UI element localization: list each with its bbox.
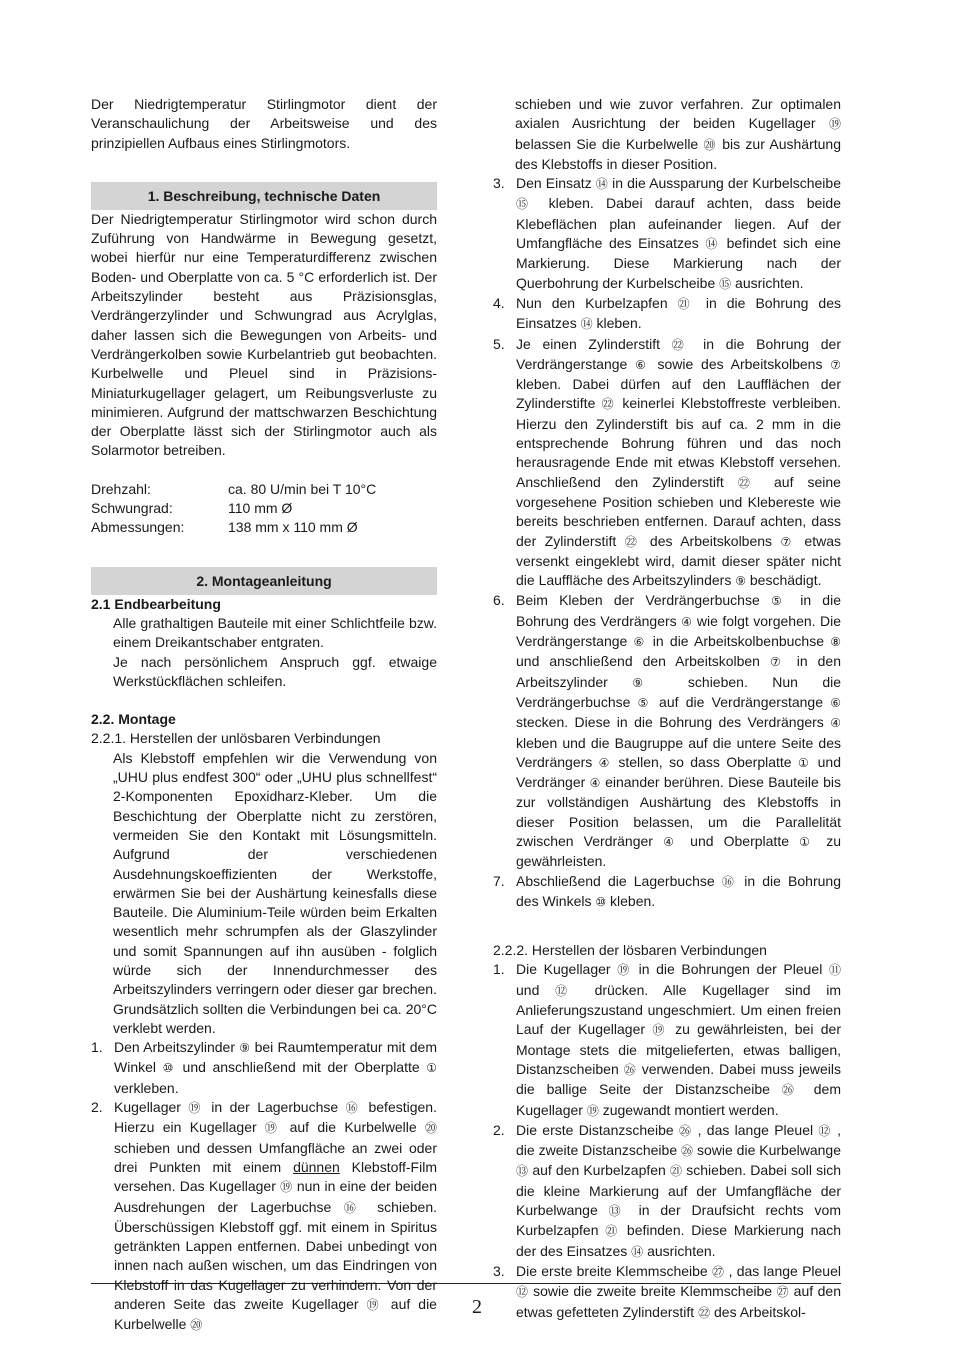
list-number: 5.: [493, 335, 505, 352]
spec-value: ca. 80 U/min bei T 10°C: [228, 480, 377, 497]
section-2-heading: 2. Montageanleitung: [91, 567, 437, 595]
spec-row: [91, 518, 437, 537]
assembly-steps-right: [493, 174, 841, 912]
part-16-marker: ⑯: [721, 874, 738, 889]
part-1-marker: ①: [426, 1061, 437, 1076]
left-column: [91, 95, 437, 1336]
spec-table: [91, 480, 437, 538]
list-item: [91, 1038, 437, 1098]
list-text: Die erste breite Klemmscheibe ㉗ , das lange Pleuel ⑫ sowie die zweite breite Klemmscheibe ㉗ auf den etwas gefetteten Zylinderstift ㉒ des Arbeitskol-: [516, 1262, 841, 1320]
part-13-marker: ⑬: [516, 1164, 529, 1179]
spec-label: Abmessungen:: [91, 519, 185, 536]
part-14-marker: ⑭: [631, 1244, 644, 1259]
part-19-marker: ⑲: [586, 1103, 599, 1118]
part-26-marker: ㉖: [781, 1083, 802, 1098]
footer-rule: [91, 1283, 841, 1284]
part-26-marker: ㉖: [623, 1062, 637, 1077]
part-27-marker: ㉗: [711, 1264, 725, 1279]
part-20-marker: ⑳: [424, 1121, 437, 1136]
part-6-marker: ⑥: [633, 635, 647, 650]
subsection-2-2-2-title: 2.2.2. Herstellen der lösbaren Verbindungen: [493, 942, 767, 959]
part-11-marker: ⑪: [828, 963, 841, 978]
part-4-marker: ④: [830, 716, 841, 731]
list-text: Kugellager ⑲ in der Lagerbuchse ⑯ befestigen. Hierzu ein Kugellager ⑲ auf die Kurbelwelle ⑳ schieben und dessen Umfangfläche an zwei oder drei Punkten mit einem dünnen Klebstoff-Film versehen. Das Kugellager ⑲ nun in eine der beiden Ausdrehungen der Lagerbuchse ⑯ schieben. Überschüssigen Klebstoff ggf. mit einem in Spiritus getränkten Lappen entfernen. Dabei unbedingt von innen nach außen wischen, um das Eindringen von Klebstoff in das Kugellager zu verhindern. Von der anderen Seite das zweite Kugellager ⑲ auf die Kurbelwelle ⑳: [114, 1099, 437, 1333]
part-4-marker: ④: [589, 776, 601, 791]
part-26-marker: ㉖: [678, 1123, 693, 1138]
subsection-2-1-text-2: Je nach persönlichem Anspruch ggf. etwaige Werkstückflächen schleifen.: [113, 653, 437, 689]
part-9-marker: ⑨: [632, 675, 664, 690]
list-number: 1.: [91, 1039, 103, 1056]
part-8-marker: ⑧: [830, 635, 841, 650]
part-27-marker: ㉗: [776, 1285, 790, 1300]
part-7-marker: ⑦: [830, 357, 841, 372]
part-22-marker: ㉒: [671, 337, 692, 352]
section-1-heading: 1. Beschreibung, technische Daten: [91, 182, 437, 210]
part-1-marker: ①: [797, 755, 812, 770]
list-number: 3.: [493, 1262, 505, 1279]
part-14-marker: ⑭: [580, 317, 593, 332]
part-4-marker: ④: [598, 755, 612, 770]
subsection-2-1-text-1: Alle grathaltigen Bauteile mit einer Schlichtfeile bzw. einem Dreikantschaber entgraten.: [113, 614, 437, 651]
section-1-body: Der Niedrigtemperatur Stirlingmotor wird schon durch Zuführung von Handwärme in Bewegung gesetzt, wobei hierfür nur eine Temperaturdifferenz zwischen Boden- und Oberplatte von ca. 5 °C erforderlich ist. Der Arbeitszylinder besteht aus Präzisionsglas, Verdrängerzylinder und Schwungrad aus Acrylglas, daher lassen sich die Bewegungen von Arbeits- und Verdrängerkolben sowie Kurbelantrieb gut beobachten. Kurbelwelle und Pleuel sind in Präzisions-Miniaturkugellager gelagert, um Reibungsverluste zu minimieren. Aufgrund der mattschwarzen Beschichtung der Oberplatte lässt sich der Stirlingmotor auch als Solarmotor betreiben.: [91, 210, 437, 459]
part-9-marker: ⑨: [239, 1041, 251, 1056]
list-text: Abschließend die Lagerbuchse ⑯ in die Bohrung des Winkels ⑩ kleben.: [516, 872, 841, 909]
part-19-marker: ⑲: [652, 1023, 668, 1038]
list-text: Nun den Kurbelzapfen ㉑ in die Bohrung des Einsatzes ⑭ kleben.: [516, 294, 841, 332]
right-column: [493, 95, 841, 1323]
part-5-marker: ⑤: [637, 695, 652, 710]
part-6-marker: ⑥: [830, 695, 841, 710]
subsection-2-2-1-body: Als Klebstoff empfehlen wir die Verwendung von „UHU plus endfest 300“ oder „UHU plus schnellfest“ 2-Komponenten Epoxidharz-Kleber. Um die Beschichtung der Oberplatte nicht zu zerstören, vermeiden Sie den Kontakt mit Lösungsmitteln. Aufgrund der verschiedenen Ausdehnungskoeffizienten der Werkstoffe, erwärmen Sie bei der Aushärtung keinesfalls diese Bauteile. Die Aluminium-Teile würden beim Erkalten wesentlich mehr schrumpfen als der Glaszylinder und somit Spannungen auf ihn ausüben - folglich würde sich der Innendurchmesser des Arbeitszylinders verringern oder dieser gar brechen. Grundsätzlich sollten die Verbindungen bei ca. 20°C verklebt werden.: [113, 749, 437, 1036]
list-text: Den Einsatz ⑭ in die Aussparung der Kurbelscheibe ⑮ kleben. Dabei darauf achten, dass beide Klebeflächen plan aufeinander liegen. Auf der Umfangfläche des Einsatzes ⑭ befindet sich eine Markierung. Diese Markierung nach der Querbohrung der Kurbelscheibe ⑮ ausrichten.: [516, 175, 841, 291]
part-7-marker: ⑦: [769, 655, 787, 670]
spec-label: Drehzahl:: [91, 480, 151, 497]
list-item: [493, 1121, 841, 1262]
list-number: 2.: [493, 1121, 505, 1138]
page-number: 2: [472, 1296, 482, 1318]
part-21-marker: ㉑: [677, 296, 696, 311]
part-19-marker: ⑲: [617, 963, 632, 978]
spec-value: 110 mm Ø: [228, 500, 293, 517]
part-22-marker: ㉒: [698, 1305, 711, 1320]
list-text: Die erste Distanzscheibe ㉖ , das lange Pleuel ⑫ , die zweite Distanzscheibe ㉖ sowie die Kurbelwange ⑬ auf den Kurbelzapfen ㉑ schieben. Dabei soll sich die kleine Markierung auf der Umfangfläche der Kurbelwange ⑬ in der Draufsicht rechts vom Kurbelzapfen ㉑ befinden. Diese Markierung nach der des Einsatzes ⑭ ausrichten.: [516, 1121, 841, 1259]
part-15-marker: ⑮: [719, 276, 732, 291]
part-19-marker: ⑲: [188, 1101, 204, 1116]
part-10-marker: ⑩: [162, 1061, 176, 1076]
list-item: [493, 960, 841, 1120]
part-19-marker: ⑲: [366, 1298, 383, 1313]
part-4-marker: ④: [681, 614, 693, 629]
part-20-marker: ⑳: [703, 137, 717, 152]
part-12-marker: ⑫: [818, 1123, 832, 1138]
part-26-marker: ㉖: [681, 1144, 694, 1159]
part-14-marker: ⑭: [705, 237, 721, 252]
removable-connection-steps: [493, 960, 841, 1322]
part-12-marker: ⑫: [516, 1285, 529, 1300]
part-21-marker: ㉑: [605, 1224, 621, 1239]
list-number: 6.: [493, 592, 505, 609]
list-number: 2.: [91, 1099, 103, 1116]
spec-value: 138 mm x 110 mm Ø: [228, 519, 358, 536]
subsection-2-1-title: 2.1 Endbearbeitung: [91, 595, 221, 612]
list-text: Je einen Zylinderstift ㉒ in die Bohrung der Verdrängerstange ⑥ sowie des Arbeitskolbens ⑦ kleben. Dabei dürfen auf den Laufflächen der Zylinderstifte ㉒ keinerlei Klebstoffreste verbleiben. Hierzu den Zylinderstift bis auf ca. 2 mm in die entsprechende Bohrung führen und das noch herausragende Ende mit etwas Klebstoff versehen. Anschließend den Zylinderstift ㉒ auf seine vorgesehene Position schieben und Klebereste wie bereits beschrieben entfernen. Darauf achten, dass der Zylinderstift ㉒ des Arbeitskolbens ⑦ etwas versenkt eingeklebt wird, damit dieser später nicht die Lauffläche des Arbeitszylinders ⑨ beschädigt.: [516, 335, 841, 589]
list-number: 1.: [493, 961, 505, 978]
subsection-2-2-1-title: 2.2.1. Herstellen der unlösbaren Verbindungen: [91, 730, 381, 747]
list-item: [493, 591, 841, 871]
part-1-marker: ①: [799, 834, 817, 849]
intro-paragraph: Der Niedrigtemperatur Stirlingmotor dient der Veranschaulichung der Arbeitsweise und des prinzipiellen Aufbaus eines Stirlingmotors.: [91, 96, 437, 151]
part-13-marker: ⑬: [608, 1204, 628, 1219]
continued-step-2: schieben und wie zuvor verfahren. Zur optimalen axialen Ausrichtung der beiden Kugellager ⑲ belassen Sie die Kurbelwelle ⑳ bis zur Aushärtung des Klebstoffs in dieser Position.: [515, 96, 841, 172]
part-12-marker: ⑫: [555, 983, 579, 998]
list-item: [493, 872, 841, 913]
spec-row: [91, 480, 437, 499]
assembly-steps-left: [91, 1038, 437, 1335]
spec-label: Schwungrad:: [91, 500, 173, 517]
part-19-marker: ⑲: [280, 1180, 293, 1195]
part-9-marker: ⑨: [735, 574, 746, 589]
part-20-marker: ⑳: [190, 1318, 203, 1333]
emphasis-underline: dünnen: [293, 1158, 340, 1175]
list-text: Beim Kleben der Verdrängerbuchse ⑤ in die Bohrung des Verdrängers ④ wie folgt vorgehen. Die Verdrängerstange ⑥ in die Arbeitskolbenbuchse ⑧ und anschließend den Arbeitskolben ⑦ in den Arbeitszylinder ⑨ schieben. Nun die Verdrängerbuchse ⑤ auf die Verdrängerstange ⑥ stecken. Diese in die Bohrung des Verdrängers ④ kleben und die Baugruppe auf die untere Seite des Verdrängers ④ stellen, so dass Oberplatte ① und Verdränger ④ einander berühren. Diese Bauteile bis zur vollständigen Aushärtung des Klebstoffs in dieser Position belassen, um die Parallelität zwischen Verdränger ④ und Oberplatte ① zu gewährleisten.: [516, 592, 842, 870]
part-19-marker: ⑲: [264, 1121, 282, 1136]
list-text: Den Arbeitszylinder ⑨ bei Raumtemperatur mit dem Winkel ⑩ und anschließend mit der Oberplatte ① verkleben.: [114, 1039, 437, 1096]
list-item: [493, 174, 841, 294]
part-16-marker: ⑯: [345, 1101, 362, 1116]
part-22-marker: ㉒: [601, 397, 617, 412]
part-19-marker: ⑲: [828, 117, 841, 132]
part-6-marker: ⑥: [635, 357, 650, 372]
list-number: 3.: [493, 175, 505, 192]
part-10-marker: ⑩: [595, 894, 607, 909]
part-4-marker: ④: [663, 834, 681, 849]
subsection-2-2-title: 2.2. Montage: [91, 711, 176, 728]
part-22-marker: ㉒: [737, 475, 760, 490]
part-5-marker: ⑤: [770, 594, 790, 609]
part-15-marker: ⑮: [516, 197, 537, 212]
part-22-marker: ㉒: [624, 534, 642, 549]
part-14-marker: ⑭: [595, 177, 609, 192]
list-text: Die Kugellager ⑲ in die Bohrungen der Pleuel ⑪ und ⑫ drücken. Alle Kugellager sind im Anlieferungszustand ungeschmiert. Um einen freien Lauf der Kugellager ⑲ zu gewährleisten, bei der Montage stets die mitgelieferten, etwas balligen, Distanzscheiben ㉖ verwenden. Dabei muss jeweils die ballige Seite der Distanzscheibe ㉖ dem Kugellager ⑲ zugewandt montiert werden.: [516, 961, 842, 1118]
list-number: 7.: [493, 872, 505, 889]
part-21-marker: ㉑: [669, 1164, 683, 1179]
list-item: [493, 335, 841, 592]
part-7-marker: ⑦: [780, 534, 796, 549]
list-item: [493, 294, 841, 335]
part-16-marker: ⑯: [343, 1200, 365, 1215]
spec-row: [91, 499, 437, 518]
list-number: 4.: [493, 294, 505, 311]
